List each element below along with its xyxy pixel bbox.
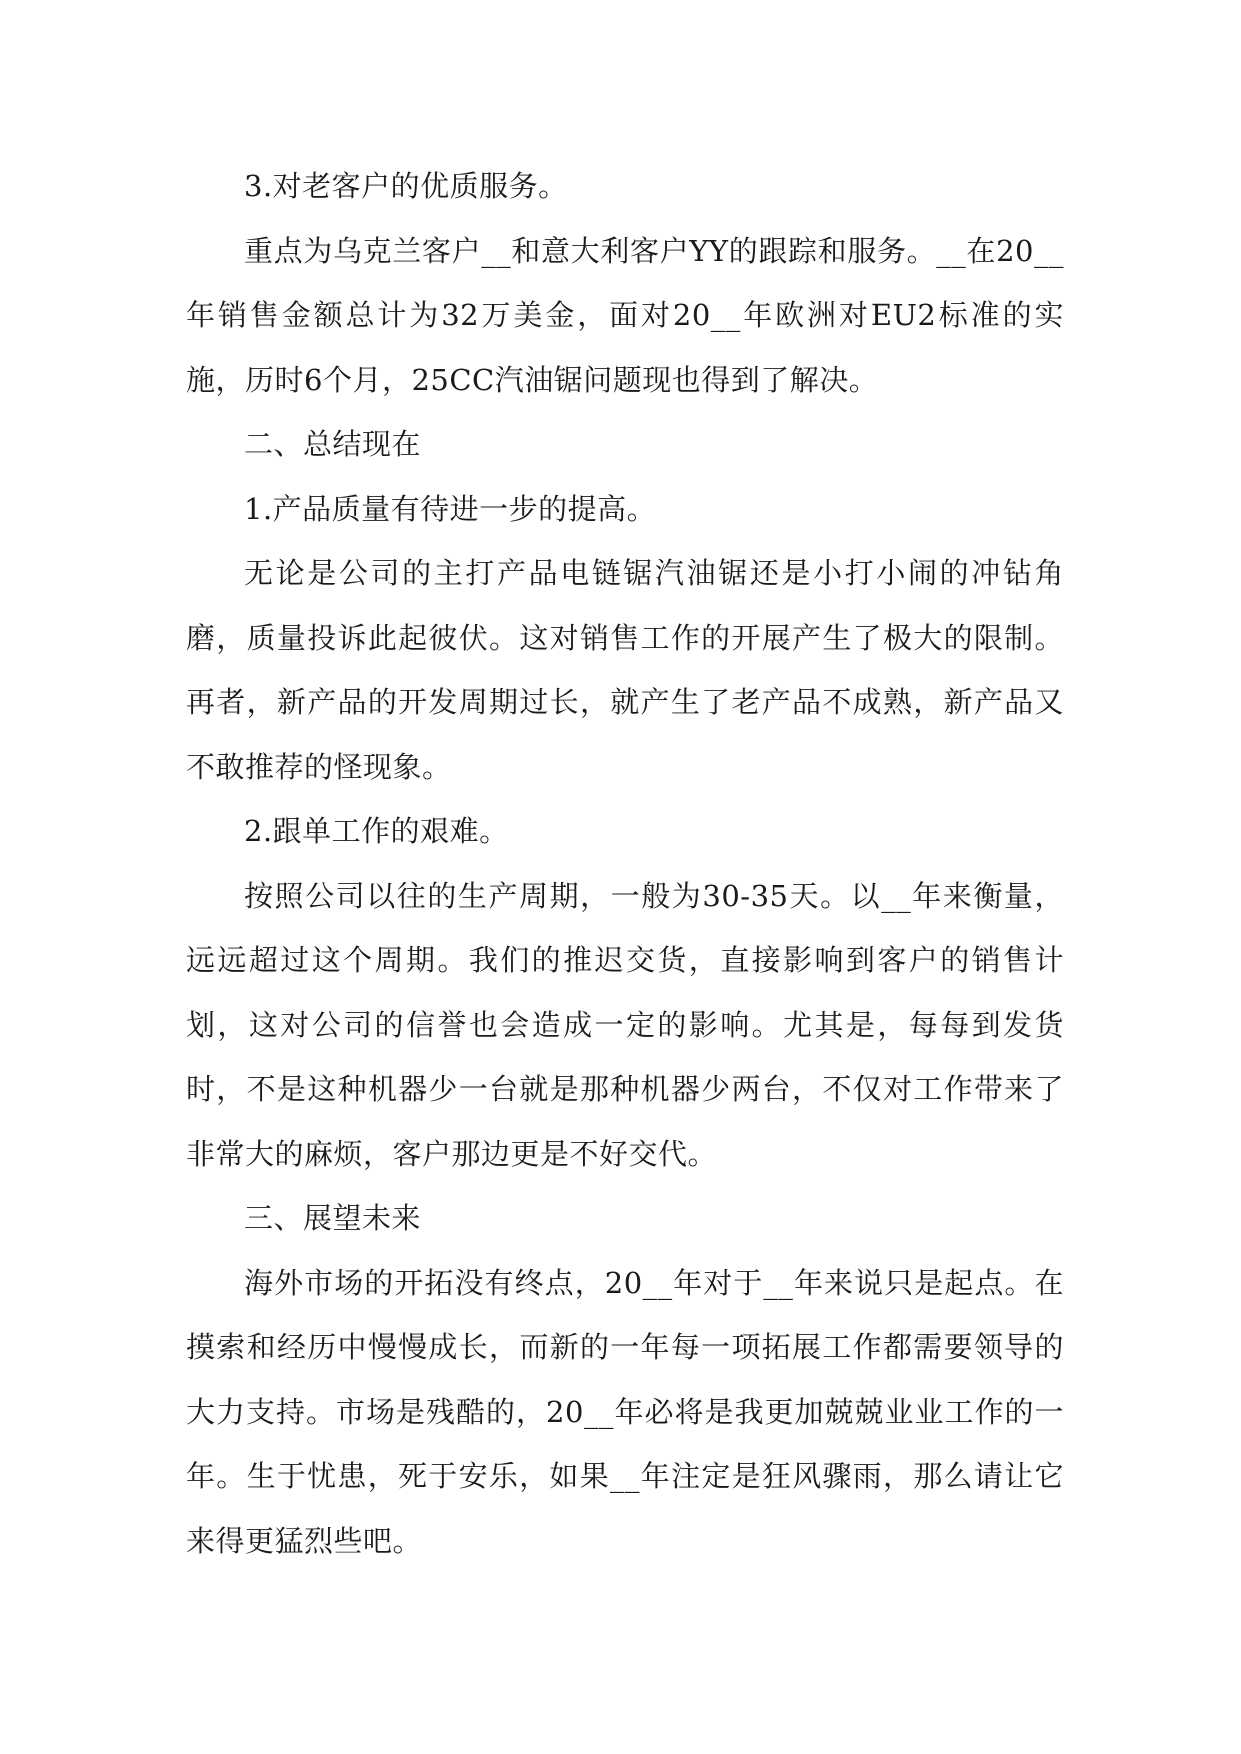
paragraph-order-follow-up-heading: 2.跟单工作的艰难。	[244, 814, 509, 848]
paragraph-product-quality-heading: 1.产品质量有待进一步的提高。	[244, 491, 657, 526]
document-body	[186, 154, 1064, 1573]
paragraph-old-customer-service-heading: 3.对老客户的优质服务。	[244, 169, 568, 203]
section-heading-summary-present: 二、总结现在	[244, 427, 422, 461]
section-heading-future-outlook: 三、展望未来	[244, 1201, 422, 1235]
paragraph-future-outlook-body: 海外市场的开拓没有终点，20__年对于__年来说只是起点。在摸索和经历中慢慢成长，而新的一年每一项拓展工作都需要领导的大力支持。市场是残酷的，20__年必将是我更加兢兢业业工作的一年。生于忧患，死于安乐，如果__年注定是狂风骤雨，那么请让它来得更猛烈些吧。	[186, 1265, 1064, 1558]
paragraph-old-customer-service-body: 重点为乌克兰客户__和意大利客户YY的跟踪和服务。__在20__年销售金额总计为32万美金，面对20__年欧洲对EU2标准的实施，历时6个月，25CC汽油锯问题现也得到了解决。	[186, 233, 1064, 397]
paragraph-product-quality-body: 无论是公司的主打产品电链锯汽油锯还是小打小闹的冲钻角磨，质量投诉此起彼伏。这对销售工作的开展产生了极大的限制。再者，新产品的开发周期过长，就产生了老产品不成熟，新产品又不敢推荐的怪现象。	[186, 556, 1064, 784]
paragraph-order-follow-up-body: 按照公司以往的生产周期，一般为30-35天。以__年来衡量，远远超过这个周期。我们的推迟交货，直接影响到客户的销售计划，这对公司的信誉也会造成一定的影响。尤其是，每每到发货时，不是这种机器少一台就是那种机器少两台，不仅对工作带来了非常大的麻烦，客户那边更是不好交代。	[186, 878, 1064, 1171]
